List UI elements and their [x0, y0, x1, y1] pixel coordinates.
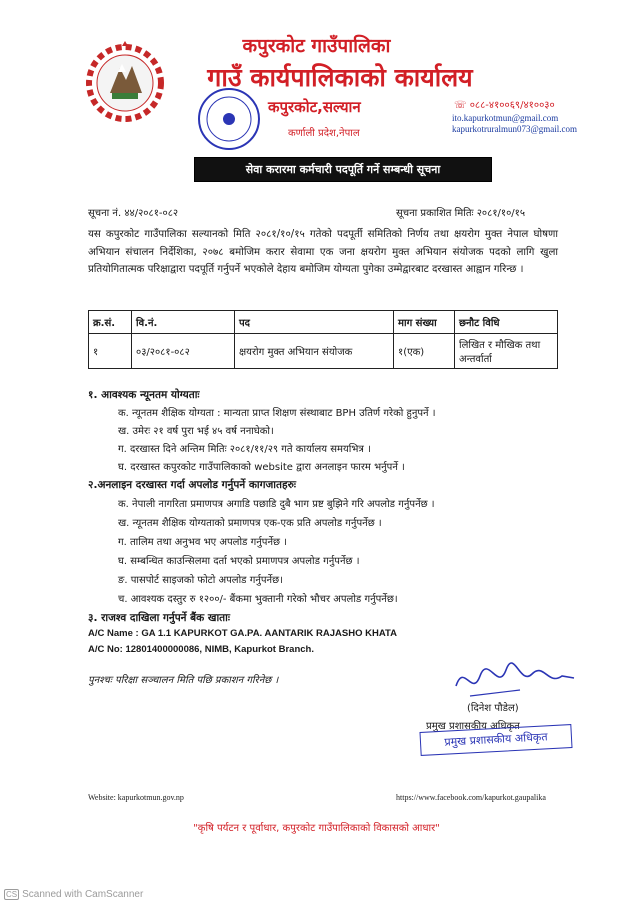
account-number: A/C No: 12801400000086, NIMB, Kapurkot Branch.	[88, 644, 314, 655]
section2-title: २.अनलाइन दरखास्त गर्दा अपलोड गर्नुपर्ने कागजातहरुः	[88, 479, 296, 491]
col-header-selection: छनौट विधि	[455, 311, 558, 334]
section1-item: ग. दरखास्त दिने अन्तिम मितिः २०८१/११/२९ गते कार्यालय समयभित्र ।	[118, 444, 371, 455]
section1-item: ख. उमेरः २१ वर्ष पुरा भई ४५ वर्ष ननाघेको।	[118, 426, 274, 437]
phone-number	[454, 97, 555, 111]
cell-ad-no: ०३/२०८१-०८२	[132, 334, 235, 369]
footer-facebook: https://www.facebook.com/kapurkot.gaupalika	[396, 793, 546, 802]
section3-title: ३. राजश्व दाखिला गर्नुपर्ने बैंक खाताः	[88, 612, 230, 624]
col-header-sn: क्र.सं.	[89, 311, 132, 334]
signatory-title: प्रमुख प्रशासकीय अधिकृत	[426, 721, 520, 732]
col-header-ad-no: वि.नं.	[132, 311, 235, 334]
section1-item: क. न्यूनतम शैक्षिक योग्यता : मान्यता प्राप्त शिक्षण संस्थाबाट BPH उतिर्ण गरेको हुनुपर्ने ।	[118, 408, 436, 419]
notice-title-banner: सेवा करारमा कर्मचारी पदपूर्ति गर्ने सम्बन्धी सूचना	[194, 157, 492, 182]
phone-icon: ☏	[454, 100, 470, 111]
email-2: kapurkotruralmun073@gmail.com	[452, 124, 578, 134]
account-name: A/C Name : GA 1.1 KAPURKOT GA.PA. AANTARIK RAJASHO KHATA	[88, 628, 397, 639]
table-header-row	[89, 311, 558, 334]
section2-item: घ. सम्बन्धित काउन्सिलमा दर्ता भएको प्रमाणपत्र अपलोड गर्नुपर्नेछ ।	[118, 556, 360, 567]
footnote: पुनश्चः परिक्षा सञ्चालन मिति पछि प्रकाशन गरिनेछ ।	[88, 675, 279, 686]
section2-item: क. नेपाली नागरिता प्रमाणपत्र अगाडि पछाडि दुबै भाग प्रष्ट बुझिने गरि अपलोड गर्नुपर्नेछ ।	[118, 499, 435, 510]
intro-paragraph: यस कपुरकोट गाउँपालिका सल्यानको मिति २०८१/१०/१५ गतेको पदपूर्ती समितिको निर्णय तथा क्षयरोग मुक्त नेपाल घोषणा अभियान संचालन निर्देशिका, २०७८ बमोजिम करार सेवामा एक जना क्षयरोग मुक्त अभियान संयोजक पदको लागि खुला प्रतियोगितात्मक परिक्षाद्वारा पदपूर्ति गर्नुपर्ने भएकोले देहाय बमोजिम योग्यता पुगेका उम्मेद्वारबाट दरखास्त आह्वान गरिन्छ ।	[88, 229, 558, 275]
cell-post: क्षयरोग मुक्त अभियान संयोजक	[235, 334, 394, 369]
camscanner-logo: CS	[6, 890, 18, 899]
section2-item: ख. न्यूनतम शैक्षिक योग्यताको प्रमाणपत्र एक-एक प्रति अपलोड गर्नुपर्नेछ ।	[118, 518, 382, 529]
section2-item: ग. तालिम तथा अनुभव भए अपलोड गर्नुपर्नेछ ।	[118, 537, 287, 548]
col-header-post: पद	[235, 311, 394, 334]
province: कर्णाली प्रदेश,नेपाल	[288, 128, 360, 139]
designation-stamp: प्रमुख प्रशासकीय अधिकृत	[419, 724, 572, 756]
municipality-name: कपुरकोट गाउँपालिका	[242, 35, 391, 57]
published-date: सूचना प्रकाशित मितिः २०८१/१०/१५	[396, 208, 526, 219]
cell-demand: १(एक)	[394, 334, 455, 369]
section1-title: १. आवश्यक न्यूनतम योग्यताः	[88, 389, 200, 401]
office-name: गाउँ कार्यपालिकाको कार्यालय	[207, 63, 473, 92]
section1-item: घ. दरखास्त कपुरकोट गाउँपालिकाको website द्वारा अनलाइन फारम भर्नुपर्ने ।	[118, 462, 405, 473]
section2-item: च. आवश्यक दस्तुर रु १२००/- बैंकमा भुक्तानी गरेको भौचर अपलोड गर्नुपर्नेछ।	[118, 594, 398, 605]
col-header-demand: माग संख्या	[394, 311, 455, 334]
cell-selection: लिखित र मौखिक तथा अन्तर्वार्ता	[455, 334, 558, 369]
camscanner-watermark	[4, 889, 143, 900]
signature	[450, 656, 580, 702]
vacancy-table	[88, 310, 558, 369]
signatory-name: (दिनेश पौडेल)	[467, 703, 519, 714]
footer-motto: "कृषि पर्यटन र पूर्वाधार, कपुरकोट गाउँपालिकाको विकासको आधार"	[193, 823, 440, 834]
footer-website: Website: kapurkotmun.gov.np	[88, 793, 184, 802]
phone-text: ०८८-४१००६९/४१००३०	[469, 100, 555, 111]
email-1: ito.kapurkotmun@gmail.com	[452, 113, 559, 123]
notice-number: सूचना नं. ४४/२०८१-०८२	[88, 208, 179, 219]
office-seal	[186, 84, 272, 154]
location: कपुरकोट,सल्यान	[268, 98, 361, 116]
cell-sn: १	[89, 334, 132, 369]
table-row	[89, 334, 558, 369]
camscanner-label: Scanned with CamScanner	[22, 889, 144, 900]
section2-item: ङ. पासपोर्ट साइजको फोटो अपलोड गर्नुपर्नेछ।	[118, 575, 283, 586]
